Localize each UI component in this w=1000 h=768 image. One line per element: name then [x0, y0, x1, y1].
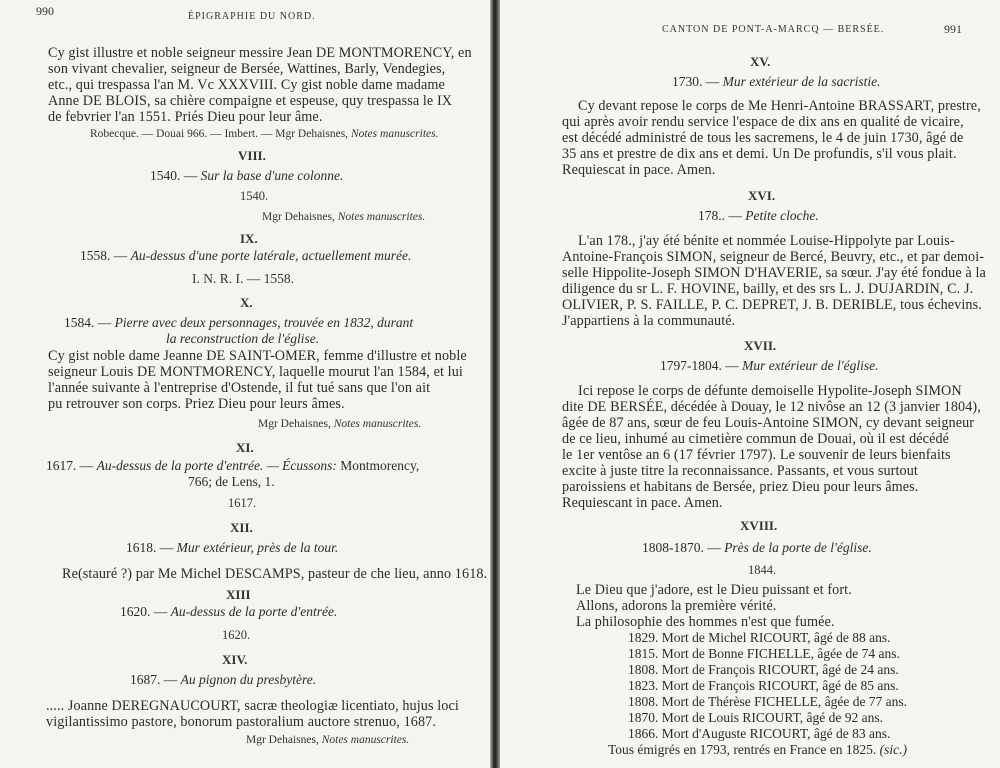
text-line: le 1er ventôse an 6 (17 février 1797). Le souvenir de leurs bienfaits: [562, 447, 951, 463]
verse-line: Allons, adorons la première vérité.: [576, 598, 777, 614]
section-number: IX.: [240, 231, 258, 246]
section-heading: 1584. — Pierre avec deux personnages, trouvée en 1832, durant: [64, 315, 414, 330]
page-number: 990: [36, 4, 54, 18]
section-number: X.: [240, 295, 253, 310]
left-page: [0, 0, 492, 768]
text-line: J'appartiens à la communauté.: [562, 313, 736, 329]
section-heading-continued: 766; de Lens, 1.: [188, 474, 275, 489]
death-record: 1829. Mort de Michel RICOURT, âgé de 88 ans.: [628, 630, 891, 645]
text-line: de ce lieu, inhumé au cimetière commun de Douai, où il est décédé: [562, 431, 950, 447]
section-heading: 1617. — Au-dessus de la porte d'entrée. — Écussons: Montmorency,: [46, 458, 420, 473]
text-line: Antoine-François SIMON, seigneur de Bercé, Beuvry, etc., et par demoi-: [562, 249, 985, 265]
text-line: Cy gist illustre et noble seigneur messire Jean DE MONTMORENCY, en: [48, 45, 472, 61]
page-number: 991: [944, 22, 962, 36]
section-heading: 1730. — Mur extérieur de la sacristie.: [672, 74, 881, 89]
text-line: Anne DE BLOIS, sa chière compaigne et espeuse, quy trespassa le IX: [48, 93, 453, 109]
text-line: l'année suivante à l'entreprise d'Ostende, il fut tué sans que l'on ait: [48, 380, 431, 396]
inscription-text: 1617.: [228, 496, 257, 510]
inscription-year: 1844.: [748, 563, 777, 577]
section-number: XIII: [226, 587, 251, 602]
text-line: dite DE BERSÉE, décédée à Douay, le 12 nivôse an 12 (3 janvier 1804),: [562, 399, 981, 415]
section-heading: 1540. — Sur la base d'une colonne.: [150, 168, 344, 183]
source-citation: Mgr Dehaisnes, Notes manuscrites.: [246, 734, 410, 746]
text-line: ..... Joanne DEREGNAUCOURT, sacræ theologiæ licentiato, hujus loci: [46, 698, 459, 714]
text-line: Cy gist noble dame Jeanne DE SAINT-OMER, femme d'illustre et noble: [48, 348, 467, 364]
text-line: seigneur Louis DE MONTMORENCY, laquelle mourut l'an 1584, et lui: [48, 364, 463, 380]
section-heading: 1797-1804. — Mur extérieur de l'église.: [660, 358, 879, 373]
section-number: XI.: [236, 440, 254, 455]
source-citation: Robecque. — Douai 966. — Imbert. — Mgr Dehaisnes, Notes manuscrites.: [90, 128, 439, 140]
text-line: son vivant chevalier, seigneur de Bersée, Wattines, Barly, Vendegies,: [48, 61, 446, 77]
text-line: Ici repose le corps de défunte demoiselle Hypolite-Joseph SIMON: [578, 383, 962, 399]
death-record: 1815. Mort de Bonne FICHELLE, âgée de 74 ans.: [628, 646, 900, 661]
section-number: XIV.: [222, 652, 248, 667]
inscription-text: 1540.: [240, 189, 269, 203]
text-line: est décédé administré de tous les sacremens, le 4 de juin 1730, âgé de: [562, 130, 964, 146]
section-number: XVI.: [748, 188, 776, 203]
text-line: excite à juste titre la reconnaissance. Passants, et vous surtout: [562, 463, 918, 479]
death-record: 1808. Mort de François RICOURT, âgé de 24 ans.: [628, 662, 899, 677]
running-header: CANTON DE PONT-A-MARCQ — BERSÉE.: [662, 24, 885, 35]
text-line: Cy devant repose le corps de Me Henri-Antoine BRASSART, prestre,: [578, 98, 981, 114]
text-line: paroissiens et habitans de Bersée, priez Dieu pour leurs âmes.: [562, 479, 919, 495]
section-heading-continued: la reconstruction de l'église.: [166, 331, 320, 346]
section-number: XV.: [750, 54, 771, 69]
verse-line: Le Dieu que j'adore, est le Dieu puissant et fort.: [576, 582, 852, 598]
text-line: etc., qui trespassa l'an M. Vc XXXVIII. Cy gist noble dame madame: [48, 77, 445, 93]
text-line: pu retrouver son corps. Priez Dieu pour leurs âmes.: [48, 396, 345, 412]
text-line: diligence du sr L. F. HOVINE, bailly, et des srs L. J. DUJARDIN, C. J.: [562, 281, 974, 297]
source-citation: Mgr Dehaisnes, Notes manuscrites.: [258, 418, 422, 430]
section-heading: 1618. — Mur extérieur, près de la tour.: [126, 540, 339, 555]
section-heading: 1808-1870. — Près de la porte de l'église.: [642, 540, 872, 555]
text-line: de febvrier l'an 1551. Priés Dieu pour leur âme.: [48, 109, 323, 125]
text-line: L'an 178., j'ay été bénite et nommée Louise-Hippolyte par Louis-: [578, 233, 955, 249]
verse-line: La philosophie des hommes n'est que fumée.: [576, 614, 835, 630]
inscription-text: Re(stauré ?) par Me Michel DESCAMPS, pasteur de che lieu, anno 1618.: [62, 566, 488, 582]
closing-note: Tous émigrés en 1793, rentrés en France en 1825. (sic.): [608, 742, 907, 757]
running-header: ÉPIGRAPHIE DU NORD.: [188, 11, 316, 22]
text-line: vigilantissimo pastore, bonorum pastoralium auctore strenuo, 1687.: [46, 714, 436, 730]
section-heading: 1687. — Au pignon du presbytère.: [130, 672, 317, 687]
section-number: XVIII.: [740, 518, 778, 533]
text-line: selle Hippolite-Joseph SIMON D'HAVERIE, sa sœur. J'ay été fondue à la: [562, 265, 986, 281]
section-heading: 1558. — Au-dessus d'une porte latérale, actuellement murée.: [80, 248, 412, 263]
section-number: XII.: [230, 520, 253, 535]
death-record: 1823. Mort de François RICOURT, âgé de 85 ans.: [628, 678, 899, 693]
text-line: Requiescat in pace. Amen.: [562, 162, 716, 178]
section-heading: 178.. — Petite cloche.: [698, 208, 819, 223]
inscription-text: I. N. R. I. — 1558.: [192, 271, 294, 286]
source-citation: Mgr Dehaisnes, Notes manuscrites.: [262, 211, 426, 223]
death-record: 1808. Mort de Thérèse FICHELLE, âgée de 77 ans.: [628, 694, 908, 709]
section-heading: 1620. — Au-dessus de la porte d'entrée.: [120, 604, 338, 619]
death-record: 1870. Mort de Louis RICOURT, âgé de 92 ans.: [628, 710, 884, 725]
text-line: qui après avoir rendu service l'espace de dix ans en qualité de vicaire,: [562, 114, 964, 130]
section-number: VIII.: [238, 148, 266, 163]
text-line: 35 ans et prestre de dix ans et demi. Un De profundis, s'il vous plait.: [562, 146, 957, 162]
text-line: Requiescant in pace. Amen.: [562, 495, 723, 511]
inscription-text: 1620.: [222, 628, 251, 642]
text-line: OLIVIER, P. S. FAILLE, P. C. DEPRET, J. B. DERIBLE, tous échevins.: [562, 297, 982, 313]
right-page: [500, 0, 1000, 768]
death-record: 1866. Mort d'Auguste RICOURT, âgé de 83 ans.: [628, 726, 891, 741]
section-number: XVII.: [744, 338, 777, 353]
text-line: âgée de 87 ans, sœur de feu Louis-Antoine SIMON, cy devant seigneur: [562, 415, 975, 431]
